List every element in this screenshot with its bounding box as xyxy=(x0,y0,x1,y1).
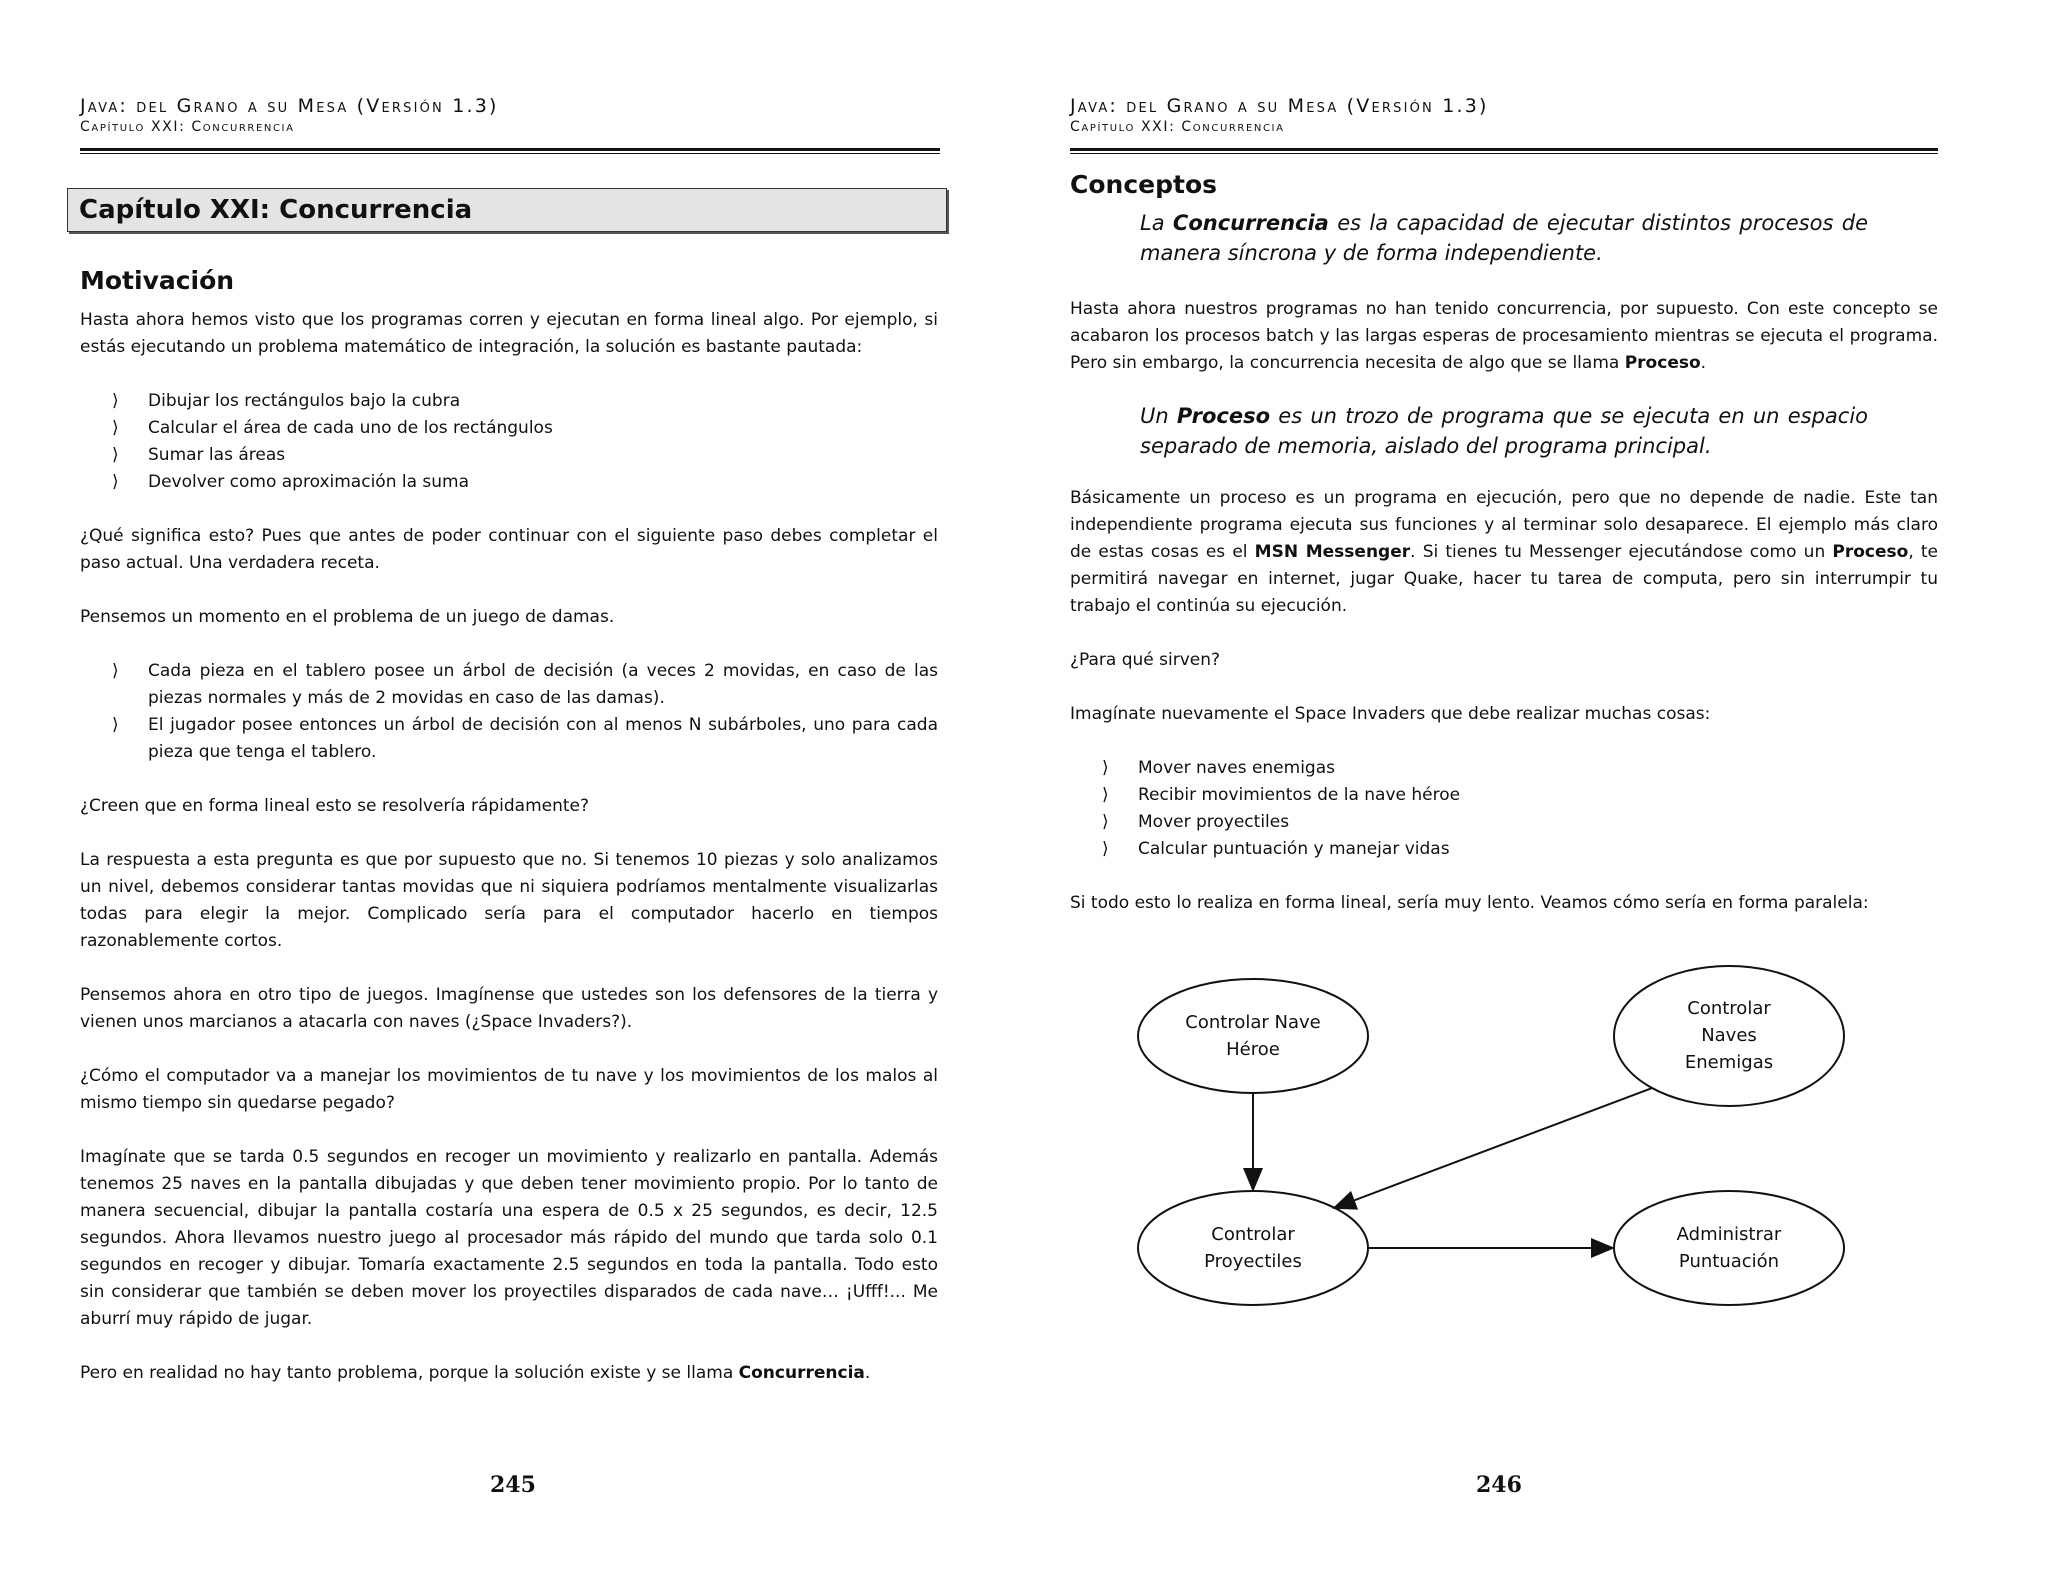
paragraph: Imagínate nuevamente el Space Invaders que debe realizar muchas cosas: xyxy=(1070,704,1711,724)
list-item: ⟩ Cada pieza en el tablero posee un árbol de decisión (a veces 2 movidas, en caso de las piezas normales y más de 2 movidas en caso de las damas). xyxy=(80,658,938,712)
node-label-heroe: Controlar Nave Héroe xyxy=(1185,1012,1321,1060)
bullet-list-damas xyxy=(80,658,938,766)
node-label-proyectiles: Controlar Proyectiles xyxy=(1204,1224,1302,1272)
bullet-mark-icon: ⟩ xyxy=(112,445,119,465)
bullet-mark-icon: ⟩ xyxy=(112,661,119,681)
page-number-right: 246 xyxy=(1476,1472,1522,1498)
bullet-mark-icon: ⟩ xyxy=(112,715,119,735)
bullet-list-integracion xyxy=(80,388,938,496)
node-label-puntuacion: Administrar Puntuación xyxy=(1676,1224,1782,1272)
definition-proceso: Un Proceso es un trozo de programa que se ejecuta en un espacio separado de memoria, aislado del programa principal. xyxy=(1140,404,1868,458)
node-label-enemigas: Controlar Naves Enemigas xyxy=(1684,998,1774,1073)
definition-concurrencia: La Concurrencia es la capacidad de ejecutar distintos procesos de manera síncrona y de forma independiente. xyxy=(1140,211,1868,265)
list-item: ⟩ Dibujar los rectángulos bajo la cubra xyxy=(80,388,938,415)
section-heading-conceptos: Conceptos xyxy=(1070,170,1217,199)
list-item: ⟩ Mover proyectiles xyxy=(1070,809,1938,836)
paragraph: Básicamente un proceso es un programa en ejecución, pero que no depende de nadie. Este tan independiente programa ejecuta sus funciones y al terminar solo desaparece. El ejemplo más claro de estas cosas es el MSN Messenger. Si tienes tu Messenger ejecutándose como un Proceso, te permitirá navegar en internet, jugar Quake, hacer tu tarea de computa, pero sin interrumpir tu trabajo el continúa su ejecución. xyxy=(1070,488,1938,616)
paragraph: ¿Creen que en forma lineal esto se resolvería rápidamente? xyxy=(80,796,590,816)
page-number-left: 245 xyxy=(490,1472,536,1498)
bullet-mark-icon: ⟩ xyxy=(1102,839,1109,859)
header-rule xyxy=(1070,148,1938,154)
bullet-list-space-invaders xyxy=(1070,755,1938,863)
process-diagram xyxy=(1060,960,1860,1320)
paragraph: ¿Qué significa esto? Pues que antes de poder continuar con el siguiente paso debes completar el paso actual. Una verdadera receta. xyxy=(80,526,938,573)
right-body xyxy=(1070,208,1938,917)
paragraph: Hasta ahora nuestros programas no han tenido concurrencia, por supuesto. Con este concepto se acabaron los procesos batch y las largas esperas de procesamiento mientras se ejecuta el programa. Pero sin embargo, la concurrencia necesita de algo que se llama Proceso. xyxy=(1070,299,1938,373)
book-title: Java: del Grano a su Mesa (Versión 1.3) xyxy=(1070,95,1489,117)
paragraph: Hasta ahora hemos visto que los programas corren y ejecutan en forma lineal algo. Por ejemplo, si estás ejecutando un problema matemático de integración, la solución es bastante pautada: xyxy=(80,310,938,357)
list-item: ⟩ Calcular el área de cada uno de los rectángulos xyxy=(80,415,938,442)
bullet-mark-icon: ⟩ xyxy=(112,472,119,492)
list-item: ⟩ Recibir movimientos de la nave héroe xyxy=(1070,782,1938,809)
header-rule xyxy=(80,148,940,154)
bullet-mark-icon: ⟩ xyxy=(1102,785,1109,805)
chapter-title: Capítulo XXI: Concurrencia xyxy=(79,195,473,225)
left-body xyxy=(80,307,938,1387)
bullet-mark-icon: ⟩ xyxy=(112,418,119,438)
edge-enemigas-proyectiles xyxy=(1334,1088,1652,1208)
chapter-subtitle: Capítulo XXI: Concurrencia xyxy=(80,119,295,135)
running-header-right xyxy=(1070,94,1938,154)
list-item: ⟩ Devolver como aproximación la suma xyxy=(80,469,938,496)
paragraph: Pensemos ahora en otro tipo de juegos. Imagínense que ustedes son los defensores de la tierra y vienen unos marcianos a atacarla con naves (¿Space Invaders?). xyxy=(80,985,938,1032)
running-header-left xyxy=(80,94,940,154)
right-page xyxy=(1024,0,2048,1582)
paragraph: ¿Para qué sirven? xyxy=(1070,650,1221,670)
paragraph: La respuesta a esta pregunta es que por supuesto que no. Si tenemos 10 piezas y solo analizamos un nivel, debemos considerar tantas movidas que ni siquiera podríamos mentalmente visualizarlas todas para elegir la mejor. Complicado sería para el computador hacerlo en tiempos razonablemente cortos. xyxy=(80,850,938,951)
list-item: ⟩ Calcular puntuación y manejar vidas xyxy=(1070,836,1938,863)
bullet-mark-icon: ⟩ xyxy=(112,391,119,411)
paragraph: Si todo esto lo realiza en forma lineal, sería muy lento. Veamos cómo sería en forma paralela: xyxy=(1070,893,1869,913)
book-title: Java: del Grano a su Mesa (Versión 1.3) xyxy=(80,95,499,117)
list-item: ⟩ Mover naves enemigas xyxy=(1070,755,1938,782)
section-heading-motivacion: Motivación xyxy=(80,266,235,295)
paragraph: Imagínate que se tarda 0.5 segundos en recoger un movimiento y realizarlo en pantalla. Además tenemos 25 naves en la pantalla dibujadas y que deben tener movimiento propio. Por lo tanto de manera secuencial, dibujar la pantalla costaría una espera de 0.5 x 25 segundos, es decir, 12.5 segundos. Ahora llevamos nuestro juego al procesador más rápido del mundo que tarda solo 0.1 segundos en recoger y dibujar. Tomaría exactamente 2.5 segundos en toda la pantalla. Todo esto sin considerar que también se deben mover los proyectiles disparados de cada nave… ¡Ufff!... Me aburrí muy rápido de jugar. xyxy=(80,1147,938,1329)
chapter-title-box xyxy=(67,188,947,232)
list-item: ⟩ El jugador posee entonces un árbol de decisión con al menos N subárboles, uno para cada pieza que tenga el tablero. xyxy=(80,712,938,766)
bullet-mark-icon: ⟩ xyxy=(1102,812,1109,832)
paragraph: ¿Cómo el computador va a manejar los movimientos de tu nave y los movimientos de los malos al mismo tiempo sin quedarse pegado? xyxy=(80,1066,938,1113)
paragraph: Pensemos un momento en el problema de un juego de damas. xyxy=(80,607,615,627)
paragraph: Pero en realidad no hay tanto problema, porque la solución existe y se llama Concurrencia. xyxy=(80,1363,871,1383)
bullet-mark-icon: ⟩ xyxy=(1102,758,1109,778)
chapter-subtitle: Capítulo XXI: Concurrencia xyxy=(1070,119,1285,135)
list-item: ⟩ Sumar las áreas xyxy=(80,442,938,469)
